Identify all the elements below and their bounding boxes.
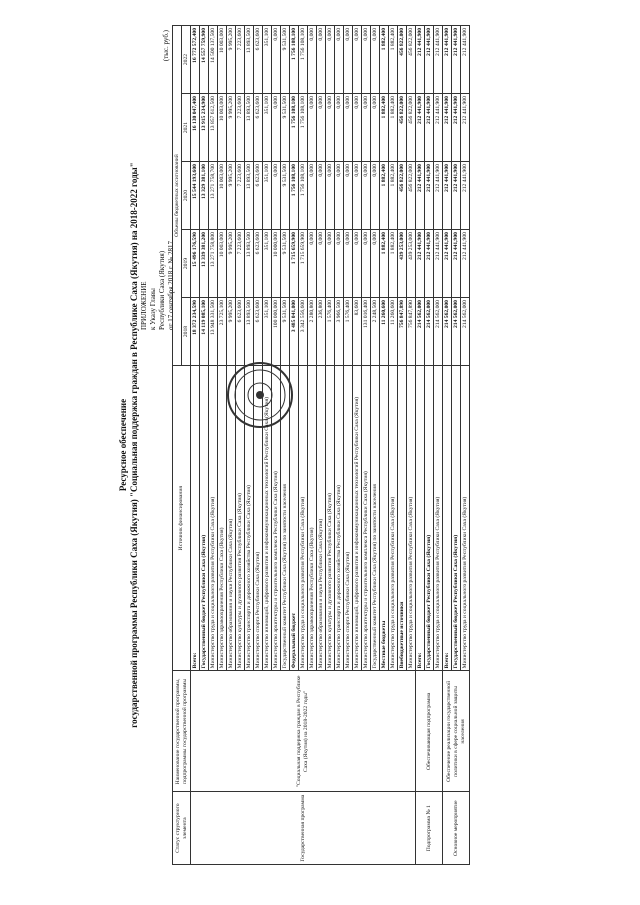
source-cell: Министерство образования и науки Республики Саха (Якутия): [317, 366, 326, 671]
value-cell: 10 003,000: [218, 94, 227, 162]
header-volumes: Объемы бюджетных ассигнований: [173, 26, 182, 366]
table-body: [191, 26, 470, 865]
value-cell: 0,000: [362, 26, 371, 94]
program-name-cell: Обеспечение реализации государственной политики в сфере социальной защиты населения: [443, 671, 470, 792]
value-cell: 351,100: [263, 162, 272, 230]
table-row: [416, 26, 425, 865]
value-cell: 0,000: [371, 230, 380, 298]
value-cell: 0,000: [308, 26, 317, 94]
value-cell: 212 441,900: [434, 26, 443, 94]
value-cell: 0,000: [353, 26, 362, 94]
value-cell: 3 485 041,000: [290, 298, 299, 366]
source-cell: Министерство труда и социального развития Республики Саха (Якутия): [209, 366, 218, 671]
value-cell: 351,100: [263, 230, 272, 298]
value-cell: 0,000: [371, 94, 380, 162]
source-cell: Министерство транспорта и дорожного хозяйства Республики Саха (Якутия): [245, 366, 254, 671]
header-year: 2022: [182, 26, 191, 94]
source-cell: Министерство здравоохранения Республики Саха (Якутия): [218, 366, 227, 671]
value-cell: 0,000: [362, 230, 371, 298]
source-cell: Государственный бюджет Республики Саха (Якутия): [452, 366, 461, 671]
heading-line2: государственной программы Республики Саха (Якутия) "Социальная поддержка граждан в Республике Саха (Якутия) на 2018-2022 годы": [129, 162, 139, 728]
value-cell: 1 882,400: [389, 94, 398, 162]
source-cell: Министерство архитектуры и строительного комплекса Республики Саха (Якутия): [362, 366, 371, 671]
value-cell: 3 966,500: [335, 298, 344, 366]
value-cell: 100 000,000: [272, 298, 281, 366]
value-cell: 0,000: [335, 162, 344, 230]
value-cell: 9 995,200: [227, 230, 236, 298]
value-cell: 13 948 331,500: [209, 298, 218, 366]
appendix-line2: Республики Саха (Якутия): [158, 250, 166, 330]
source-cell: Государственный комитет Республики Саха (Якутия) по занятости населения: [371, 366, 380, 671]
value-cell: 9 995,200: [227, 298, 236, 366]
value-cell: 351,100: [263, 26, 272, 94]
value-cell: 9 995,200: [227, 94, 236, 162]
source-cell: Министерство труда и социального развития Республики Саха (Якутия): [434, 366, 443, 671]
value-cell: 7 223,600: [236, 162, 245, 230]
value-cell: 212 441,900: [452, 162, 461, 230]
value-cell: 214 562,000: [425, 298, 434, 366]
appendix-line3: от 17 сентября 2018 г. № 2817: [167, 241, 175, 330]
value-cell: 7 223,600: [236, 26, 245, 94]
value-cell: 0,000: [308, 230, 317, 298]
value-cell: 13 271 758,700: [209, 162, 218, 230]
value-cell: 6 623,600: [254, 162, 263, 230]
source-cell: Министерство труда и социального развития Республики Саха (Якутия): [389, 366, 398, 671]
value-cell: 214 562,000: [452, 298, 461, 366]
source-cell: Министерство труда и социального развития Республики Саха (Якутия): [407, 366, 416, 671]
value-cell: 212 441,900: [443, 230, 452, 298]
unit-label: (тыс. руб.): [162, 30, 170, 62]
value-cell: 6 623,600: [254, 26, 263, 94]
value-cell: 1 756 108,100: [290, 26, 299, 94]
value-cell: 11 260,600: [380, 298, 389, 366]
value-cell: 0,000: [308, 162, 317, 230]
source-cell: Местные бюджеты: [380, 366, 389, 671]
source-cell: Внебюджетные источники: [398, 366, 407, 671]
value-cell: 756 847,890: [407, 298, 416, 366]
value-cell: 3 342 556,600: [299, 298, 308, 366]
value-cell: 1 882,400: [380, 26, 389, 94]
status-cell: Основное мероприятие: [443, 792, 470, 865]
table-row: [191, 26, 200, 865]
value-cell: 9 995,200: [227, 26, 236, 94]
appendix-block: [140, 190, 176, 330]
value-cell: 1 715 659,900: [299, 230, 308, 298]
value-cell: 16 772 572,400: [191, 26, 200, 94]
value-cell: 13 893,500: [245, 26, 254, 94]
value-cell: 212 441,900: [425, 94, 434, 162]
value-cell: 13 893,500: [245, 298, 254, 366]
source-cell: Министерство спорта Республики Саха (Якутия): [344, 366, 353, 671]
value-cell: 9 531,500: [281, 230, 290, 298]
value-cell: 7 223,600: [236, 94, 245, 162]
source-cell: Государственный комитет Республики Саха (Якутия) по занятости населения: [281, 366, 290, 671]
header-name: Наименование государственной программы, подпрограммы государственной программы: [173, 671, 191, 792]
value-cell: 0,000: [317, 26, 326, 94]
value-cell: 1 882,400: [389, 162, 398, 230]
value-cell: 212 441,900: [434, 162, 443, 230]
value-cell: 212 441,900: [443, 26, 452, 94]
value-cell: 351,100: [263, 94, 272, 162]
value-cell: 1 756 108,100: [299, 94, 308, 162]
value-cell: 456 822,000: [407, 26, 416, 94]
value-cell: 212 441,900: [425, 162, 434, 230]
value-cell: 6 623,600: [254, 230, 263, 298]
value-cell: 6 623,600: [254, 94, 263, 162]
value-cell: 212 441,900: [416, 26, 425, 94]
value-cell: 0,000: [317, 230, 326, 298]
heading-line1: Ресурсное обеспечение: [118, 398, 128, 492]
value-cell: 14 557 759,900: [200, 26, 209, 94]
value-cell: 212 441,900: [434, 230, 443, 298]
value-cell: 10 003,000: [218, 26, 227, 94]
value-cell: 0,000: [353, 162, 362, 230]
value-cell: 1 715 659,900: [290, 230, 299, 298]
source-cell: Министерство труда и социального развития Республики Саха (Якутия): [461, 366, 470, 671]
value-cell: 83,600: [353, 298, 362, 366]
value-cell: 236,800: [317, 298, 326, 366]
value-cell: 212 441,900: [425, 230, 434, 298]
source-cell: Министерство образования и науки Республики Саха (Якутия): [227, 366, 236, 671]
header-year: 2021: [182, 94, 191, 162]
value-cell: 1 576,400: [326, 298, 335, 366]
value-cell: 1 882,400: [389, 230, 398, 298]
value-cell: 0,000: [371, 26, 380, 94]
value-cell: 13 857 612,500: [209, 94, 218, 162]
value-cell: 15 544 193,600: [191, 162, 200, 230]
value-cell: 456 822,000: [398, 94, 407, 162]
source-cell: Министерство труда и социального развития Республики Саха (Якутия): [299, 366, 308, 671]
value-cell: 212 441,900: [416, 230, 425, 298]
value-cell: 10 003,000: [218, 162, 227, 230]
value-cell: 13 893,500: [245, 230, 254, 298]
value-cell: 214 562,000: [416, 298, 425, 366]
value-cell: 14 500 137,500: [209, 26, 218, 94]
value-cell: 212 441,900: [416, 162, 425, 230]
value-cell: 9 531,500: [281, 94, 290, 162]
source-cell: Министерство спорта Республики Саха (Якутия): [254, 366, 263, 671]
header-year: 2020: [182, 162, 191, 230]
program-name-cell: "Социальная поддержка граждан в Республике Саха (Якутия) на 2018-2022 годы": [191, 671, 416, 792]
header-status: Статус структурного элемента: [173, 792, 191, 865]
value-cell: 1 756 108,100: [290, 162, 299, 230]
source-cell: Министерство культуры и духовного развития Республики Саха (Якутия): [236, 366, 245, 671]
value-cell: 13 915 234,900: [200, 94, 209, 162]
resource-table: [172, 25, 470, 865]
value-cell: 0,000: [353, 230, 362, 298]
header-year: 2019: [182, 230, 191, 298]
value-cell: 9 531,500: [281, 162, 290, 230]
value-cell: 2 280,800: [308, 298, 317, 366]
value-cell: 0,000: [371, 162, 380, 230]
value-cell: 1 756 108,100: [299, 162, 308, 230]
value-cell: 0,000: [362, 162, 371, 230]
source-cell: Министерство инноваций, цифрового развития и инфокоммуникационных технологий Республики Саха (Якутия): [353, 366, 362, 671]
status-cell: Подпрограмма № 1: [416, 792, 443, 865]
source-cell: Министерство инноваций, цифрового развития и инфокоммуникационных технологий Республики Саха (Якутия): [263, 366, 272, 671]
value-cell: 0,000: [344, 162, 353, 230]
value-cell: 1 882,400: [380, 94, 389, 162]
value-cell: 10 003,000: [218, 230, 227, 298]
value-cell: 13 893,500: [245, 94, 254, 162]
source-cell: Всего:: [416, 366, 425, 671]
value-cell: 0,000: [362, 94, 371, 162]
value-cell: 1 756 108,100: [290, 94, 299, 162]
source-cell: Министерство культуры и духовного развития Республики Саха (Якутия): [326, 366, 335, 671]
value-cell: 0,000: [344, 26, 353, 94]
value-cell: 13 271 758,800: [209, 230, 218, 298]
value-cell: 212 441,900: [443, 94, 452, 162]
status-cell: Государственная программа: [191, 792, 416, 865]
value-cell: 456 822,000: [407, 94, 416, 162]
header-year: 2018: [182, 298, 191, 366]
value-cell: 0,000: [353, 94, 362, 162]
value-cell: 0,000: [335, 26, 344, 94]
value-cell: 456 822,000: [398, 162, 407, 230]
value-cell: 212 441,900: [461, 230, 470, 298]
value-cell: 13 329 381,100: [200, 162, 209, 230]
value-cell: 456 822,000: [407, 162, 416, 230]
value-cell: 439 253,000: [398, 230, 407, 298]
value-cell: 14 119 085,100: [200, 298, 209, 366]
value-cell: 7 223,600: [236, 230, 245, 298]
value-cell: 212 441,900: [461, 26, 470, 94]
value-cell: 214 562,000: [461, 298, 470, 366]
header-source: Источник финансирования: [173, 366, 191, 671]
value-cell: 6 623,600: [236, 298, 245, 366]
value-cell: 0,000: [317, 94, 326, 162]
value-cell: 9 995,200: [227, 162, 236, 230]
value-cell: 212 441,900: [461, 162, 470, 230]
document-heading: [118, 35, 140, 855]
value-cell: 0,000: [344, 230, 353, 298]
program-name-cell: Обеспечивающая подпрограмма: [416, 671, 443, 792]
source-cell: Государственный бюджет Республики Саха (Якутия): [425, 366, 434, 671]
value-cell: 214 562,000: [434, 298, 443, 366]
source-cell: Государственный бюджет Республики Саха (Якутия): [200, 366, 209, 671]
value-cell: 212 441,900: [452, 230, 461, 298]
source-cell: Всего:: [443, 366, 452, 671]
value-cell: 0,000: [317, 162, 326, 230]
value-cell: 0,000: [326, 94, 335, 162]
value-cell: 0,000: [272, 94, 281, 162]
value-cell: 1 576,400: [344, 298, 353, 366]
appendix-line1: к Указу Главы: [149, 288, 157, 330]
value-cell: 13 339 381,200: [200, 230, 209, 298]
value-cell: 131 016,400: [362, 298, 371, 366]
value-cell: 0,000: [326, 230, 335, 298]
value-cell: 1 882,400: [389, 26, 398, 94]
value-cell: 6 623,600: [254, 298, 263, 366]
value-cell: 10 000,000: [272, 230, 281, 298]
value-cell: 13 893,500: [245, 162, 254, 230]
value-cell: 0,000: [308, 94, 317, 162]
source-cell: Министерство здравоохранения Республики Саха (Якутия): [308, 366, 317, 671]
value-cell: 23 725,100: [218, 298, 227, 366]
table-row: [443, 26, 452, 865]
value-cell: 351,100: [263, 298, 272, 366]
value-cell: 212 441,900: [443, 162, 452, 230]
value-cell: 212 441,900: [461, 94, 470, 162]
value-cell: 9 531,500: [281, 26, 290, 94]
value-cell: 212 441,900: [452, 26, 461, 94]
value-cell: 214 562,000: [443, 298, 452, 366]
value-cell: 0,000: [326, 162, 335, 230]
value-cell: 756 847,890: [398, 298, 407, 366]
value-cell: 0,000: [272, 162, 281, 230]
value-cell: 16 130 047,400: [191, 94, 200, 162]
value-cell: 9 531,500: [281, 298, 290, 366]
value-cell: 1 882,400: [380, 230, 389, 298]
value-cell: 212 441,900: [416, 94, 425, 162]
appendix-title: ПРИЛОЖЕНИЕ: [140, 281, 148, 330]
source-cell: Министерство транспорта и дорожного хозяйства Республики Саха (Якутия): [335, 366, 344, 671]
source-cell: Всего:: [191, 366, 200, 671]
value-cell: 0,000: [335, 230, 344, 298]
value-cell: 0,000: [335, 94, 344, 162]
value-cell: 0,000: [344, 94, 353, 162]
value-cell: 11 260,600: [389, 298, 398, 366]
value-cell: 456 822,000: [398, 26, 407, 94]
value-cell: 212 441,900: [452, 94, 461, 162]
source-cell: Министерство архитектуры и строительного комплекса Республики Саха (Якутия): [272, 366, 281, 671]
value-cell: 0,000: [326, 26, 335, 94]
value-cell: 1 756 108,100: [299, 26, 308, 94]
value-cell: 0,000: [272, 26, 281, 94]
value-cell: 212 441,900: [434, 94, 443, 162]
value-cell: 2 248,500: [371, 298, 380, 366]
value-cell: 18 372 234,590: [191, 298, 200, 366]
value-cell: 212 441,900: [425, 26, 434, 94]
value-cell: 1 882,400: [380, 162, 389, 230]
value-cell: 439 253,000: [407, 230, 416, 298]
source-cell: Федеральный бюджет: [290, 366, 299, 671]
value-cell: 15 496 176,590: [191, 230, 200, 298]
